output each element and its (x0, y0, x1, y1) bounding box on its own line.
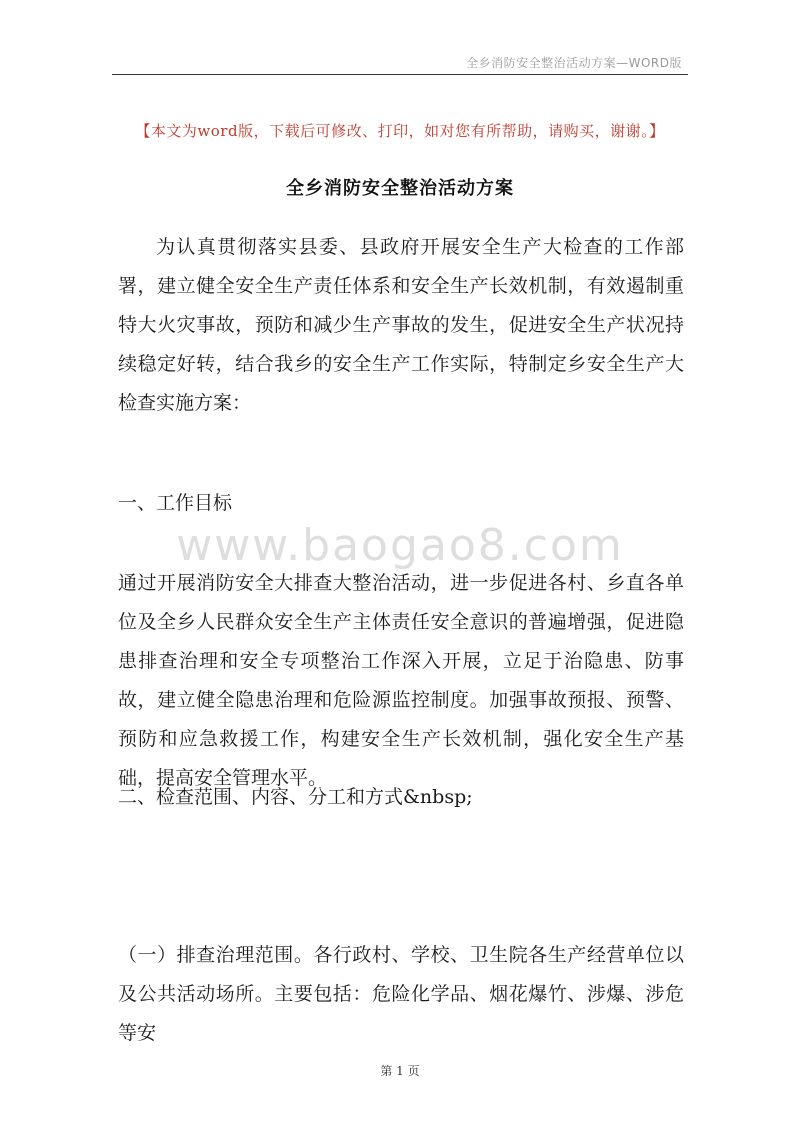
running-header: 全乡消防安全整治活动方案—WORD版 (466, 56, 682, 70)
header-divider (112, 74, 688, 75)
goals-paragraph: 通过开展消防安全大排查大整治活动，进一步促进各村、乡直各单位及全乡人民群众安全生产主体责任安全意识的普遍增强，促进隐患排查治理和安全专项整治工作深入开展，立足于治隐患、防事故，建立健全隐患治理和危险源监控制度。加强事故预报、预警、预防和应急救援工作，构建安全生产长效机制，强化安全生产基础，提高安全管理水平。 (118, 572, 684, 789)
purchase-notice: 【本文为word版，下载后可修改、打印，如对您有所帮助，请购买，谢谢。】 (135, 122, 665, 140)
section-heading-scope: 二、检查范围、内容、分工和方式&nbsp; (118, 786, 473, 808)
document-title: 全乡消防安全整治活动方案 (286, 178, 514, 199)
watermark: www.baogao8.com (176, 520, 624, 571)
page-number: 第 1 页 (380, 1064, 420, 1078)
scope-paragraph: （一）排查治理范围。各行政村、学校、卫生院各生产经营单位以及公共活动场所。主要包括：危险化学品、烟花爆竹、涉爆、涉危等安 (118, 944, 684, 1044)
section-heading-goals: 一、工作目标 (118, 492, 233, 514)
intro-paragraph: 为认真贯彻落实县委、县政府开展安全生产大检查的工作部署，建立健全安全生产责任体系和安全生产长效机制，有效遏制重特大火灾事故，预防和减少生产事故的发生，促进安全生产状况持续稳定好转，结合我乡的安全生产工作实际，特制定乡安全生产大检查实施方案： (118, 236, 684, 414)
